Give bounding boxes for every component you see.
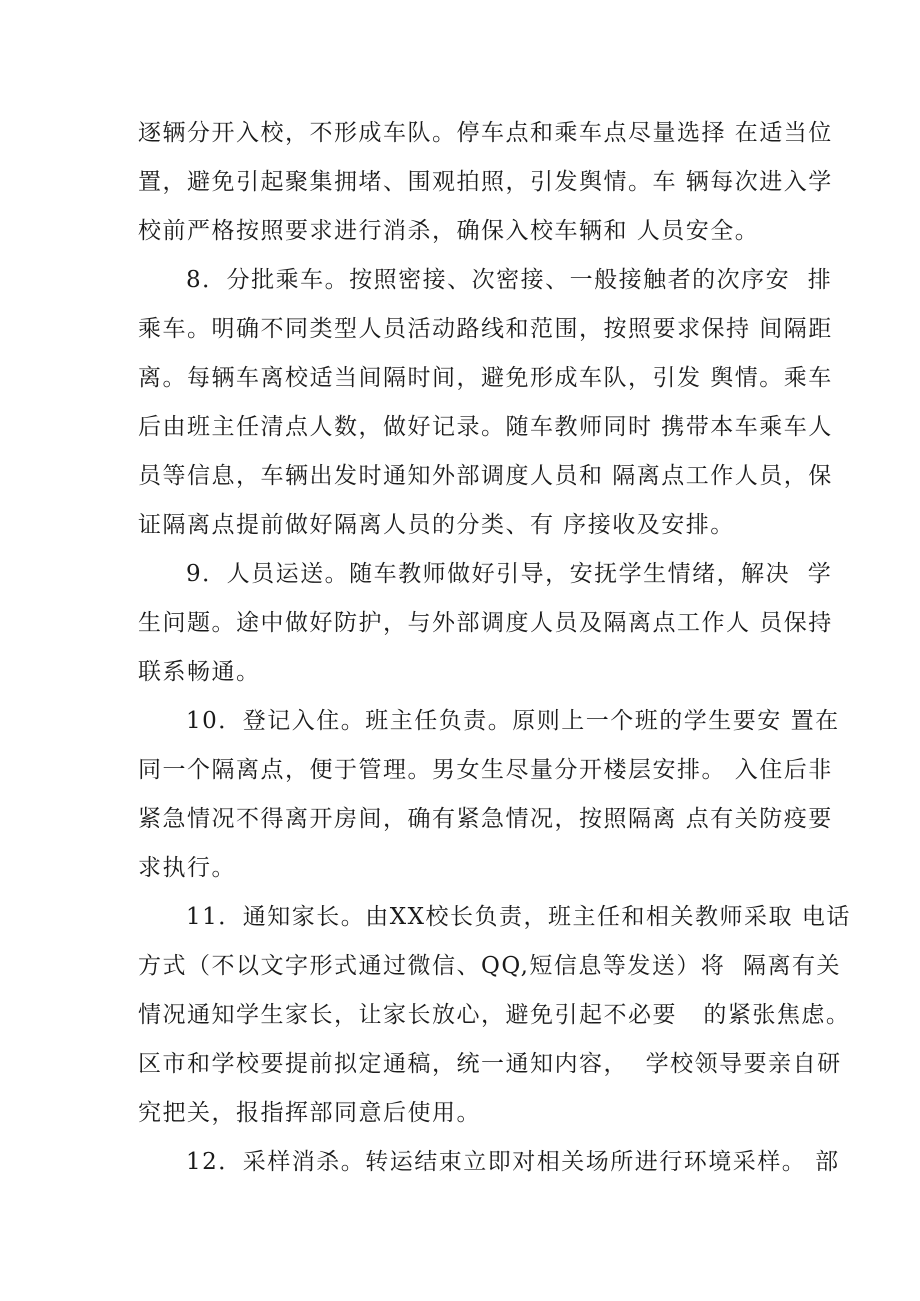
text-line: 置，避免引起聚集拥堵、围观拍照，引发舆情。车 辆每次进入学 [138,169,833,195]
text-line: 校前严格按照要求进行消杀，确保入校车辆和 人员安全。 [138,218,760,244]
text-line: 紧急情况不得离开房间，确有紧急情况，按照隔离 点有关防疫要 [138,806,833,832]
text-line: 方式（不以文字形式通过微信、QQ,短信息等发送）将 隔离有关 [138,953,841,979]
paragraph-8-start: 8．分批乘车。按照密接、次密接、一般接触者的次序安 排 [186,267,833,293]
paragraph-11-start: 11．通知家长。由XX校长负责，班主任和相关教师采取 电话 [186,904,851,930]
paragraph-12-start: 12．采样消杀。转运结束立即对相关场所进行环境采样。 部 [186,1149,840,1175]
text-line: 后由班主任清点人数，做好记录。随车教师同时 携带本车乘车人 [138,414,833,440]
text-line: 离。每辆车离校适当间隔时间，避免形成车队，引发 舆情。乘车 [138,365,833,391]
text-line: 联系畅通。 [138,659,261,685]
text-line: 情况通知学生家长，让家长放心，避免引起不必要 的紧张焦虑。 [138,1002,851,1028]
text-line: 逐辆分开入校，不形成车队。停车点和乘车点尽量选择 在适当位 [138,120,833,146]
text-line: 乘车。明确不同类型人员活动路线和范围，按照要求保持 间隔距 [138,316,833,342]
text-line: 员等信息，车辆出发时通知外部调度人员和 隔离点工作人员，保 [138,463,833,489]
text-line: 区市和学校要提前拟定通稿，统一通知内容， 学校领导要亲自研 [138,1051,842,1077]
paragraph-10-start: 10．登记入住。班主任负责。原则上一个班的学生要安 置在 [186,708,840,734]
text-line: 证隔离点提前做好隔离人员的分类、有 序接收及安排。 [138,512,735,538]
text-line: 同一个隔离点，便于管理。男女生尽量分开楼层安排。 入住后非 [138,757,833,783]
text-line: 生问题。途中做好防护，与外部调度人员及隔离点工作人 员保持 [138,610,833,636]
text-line: 究把关，报指挥部同意后使用。 [138,1100,481,1126]
text-line: 求执行。 [138,855,236,881]
paragraph-9-start: 9．人员运送。随车教师做好引导，安抚学生情绪，解决 学 [186,561,833,587]
